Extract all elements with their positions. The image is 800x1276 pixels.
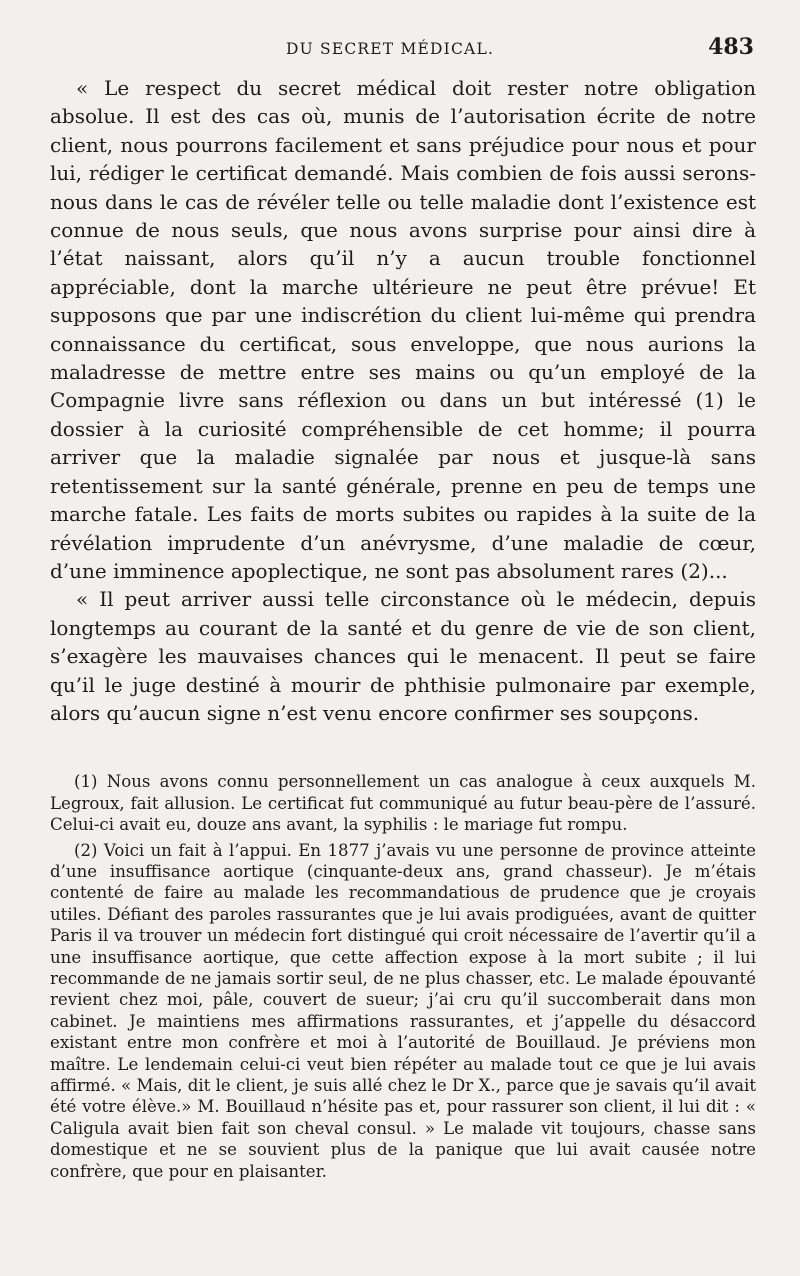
body-paragraph: « Le respect du secret médical doit rester notre obligation absolue. Il est des cas où, munis de l’autorisation écrite de notre client, nous pourrons facilement et sans préjudice pour nous et pour lui, rédiger le certificat demandé. Mais combien de fois aussi serons-nous dans le cas de révéler telle ou telle maladie dont l’existence est connue de nous seuls, que nous avons surprise pour ainsi dire à l’état naissant, alors qu’il n’y a aucun trouble fonctionnel appréciable, dont la marche ultérieure ne peut être prévue! Et supposons que par une indiscrétion du client lui-même qui prendra connaissance du certificat, sous enveloppe, que nous aurions la maladresse de mettre entre ses mains ou qu’un employé de la Compagnie livre sans réflexion ou dans un but intéressé (1) le dossier à la curiosité compréhensible de cet homme; il pourra arriver que la maladie signalée par nous et jusque-là sans retentissement sur la santé générale, prenne en peu de temps une marche fatale. Les faits de morts subites ou rapides à la suite de la révélation imprudente d’un anévrysme, d’une maladie de cœur, d’une imminence apoplectique, ne sont pas absolument rares (2)... xyxy=(50,76,756,583)
page-header xyxy=(50,36,756,74)
footnote-1: (1) Nous avons connu personnellement un cas analogue à ceux auxquels M. Legroux, fait allusion. Le certificat fut communiqué au futur beau-père de l’assuré. Celui-ci avait eu, douze ans avant, la syphilis : le mariage fut rompu. xyxy=(50,772,756,835)
footnotes xyxy=(50,771,756,1182)
main-text xyxy=(50,74,756,727)
page-number: 483 xyxy=(708,34,754,60)
footnote-2: (2) Voici un fait à l’appui. En 1877 j’avais vu une personne de province atteinte d’une insuffisance aortique (cinquante-deux ans, grand chasseur). Je m’étais contenté de faire au malade les recommandatious de prudence que je croyais utiles. Défiant des paroles rassurantes que je lui avais prodiguées, avant de quitter Paris il va trouver un médecin fort distingué qui croit nécessaire de l’avertir qu’il a une insuffisance aortique, que cette affection expose à la mort subite ; il lui recommande de ne jamais sortir seul, de ne plus chasser, etc. Le malade épouvanté revient chez moi, pâle, couvert de sueur; j’ai cru qu’il succomberait dans mon cabinet. Je maintiens mes affirmations rassurantes, et j’appelle du désaccord existant entre mon confrère et moi à l’autorité de Bouillaud. Je préviens mon maître. Le lendemain celui-ci veut bien répéter au malade tout ce que je lui avais affirmé. « Mais, dit le client, je suis allé chez le Dr X., parce que je savais qu’il avait été votre élève.» M. Bouillaud n’hésite pas et, pour rassurer son client, il lui dit : « Caligula avait bien fait son cheval consul. » Le malade vit toujours, chasse sans domestique et ne se souvient plus de la panique que lui avait causée notre confrère, que pour en plaisanter. xyxy=(50,840,756,1181)
body-paragraph: « Il peut arriver aussi telle circonstance où le médecin, depuis longtemps au courant de la santé et du genre de vie de son client, s’exagère les mauvaises chances qui le menacent. Il peut se faire qu’il le juge destiné à mourir de phthisie pulmonaire par exemple, alors qu’aucun signe n’est venu encore confirmer ses soupçons. xyxy=(50,587,756,725)
running-title: DU SECRET MÉDICAL. xyxy=(286,40,495,58)
